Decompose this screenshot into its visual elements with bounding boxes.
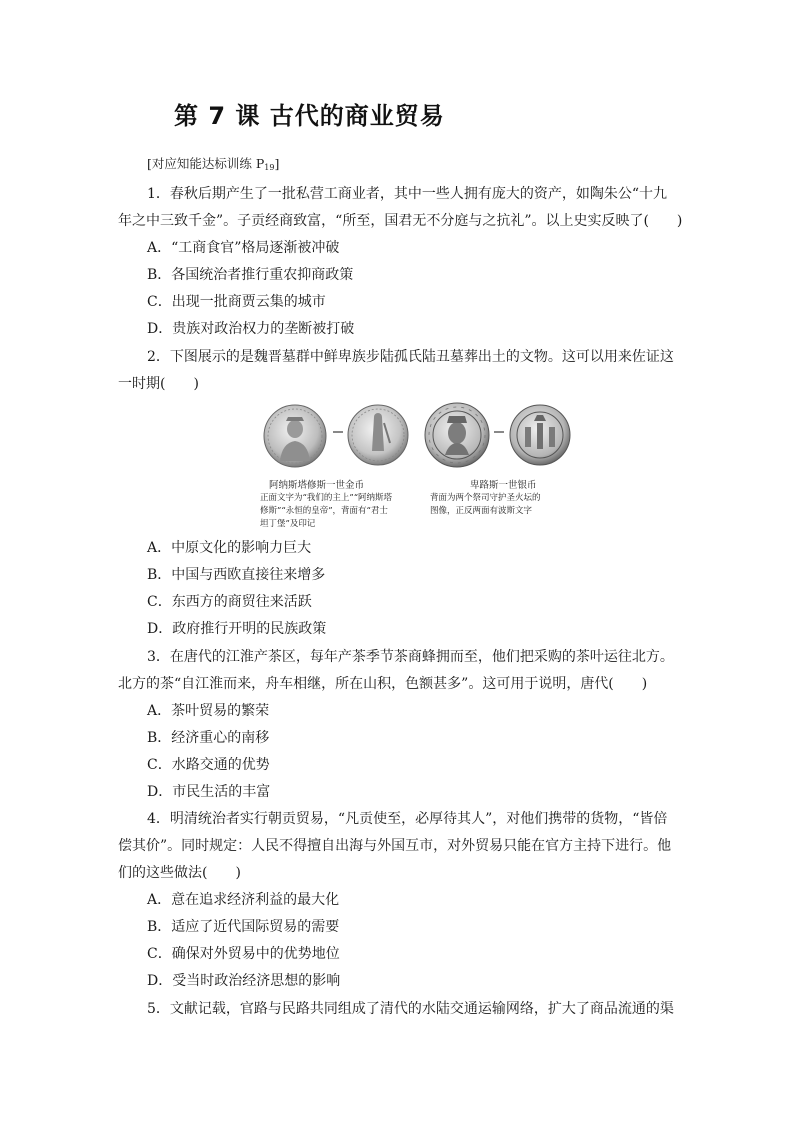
- q2-stem-line1: 2．下图展示的是魏晋墓群中鲜卑族步陆孤氏陆丑墓葬出土的文物。这可以用来佐证这: [147, 349, 674, 365]
- silver-coin-obverse-image: [423, 401, 491, 469]
- q3-option-a: A．茶叶贸易的繁荣: [147, 703, 270, 719]
- q2-option-b: B．中国与西欧直接往来增多: [147, 567, 326, 583]
- q3-option-d: D．市民生活的丰富: [147, 784, 271, 800]
- q1-stem-line2: 年之中三致千金”。子贡经商致富，“所至，国君无不分庭与之抗礼”。以上史实反映了( ): [118, 213, 683, 229]
- silver-coin-desc-line1: 背面为两个祭司守护圣火坛的: [430, 493, 541, 503]
- q1-option-c: C．出现一批商贾云集的城市: [147, 294, 326, 310]
- q3-option-b: B．经济重心的南移: [147, 730, 270, 746]
- q4-option-c: C．确保对外贸易中的优势地位: [147, 946, 340, 962]
- q4-stem-line1: 4．明清统治者实行朝贡贸易，“凡贡使至，必厚待其人”，对他们携带的货物，“皆倍: [147, 811, 668, 827]
- q2-option-a: A．中原文化的影响力巨大: [147, 540, 312, 556]
- q2-option-c: C．东西方的商贸往来活跃: [147, 594, 312, 610]
- q2-option-d: D．政府推行开明的民族政策: [147, 621, 327, 637]
- gold-coin-desc-line1: 正面文字为“我们的主上”“阿纳斯塔: [260, 493, 393, 503]
- q2-stem-line2: 一时期( ): [118, 376, 199, 392]
- q4-stem-line3: 们的这些做法( ): [118, 865, 241, 881]
- q1-stem-line1: 1．春秋后期产生了一批私营工商业者，其中一些人拥有庞大的资产，如陶朱公“十九: [147, 186, 668, 202]
- reference-page-subscript: 19: [264, 163, 275, 172]
- q3-stem-line2: 北方的茶“自江淮而来，舟车相继，所在山积，色额甚多”。这可用于说明，唐代( ): [118, 676, 648, 692]
- silver-coin-caption: 卑路斯一世银币: [470, 480, 537, 491]
- q5-stem-line1: 5．文献记载，官路与民路共同组成了清代的水陆交通运输网络，扩大了商品流通的渠: [147, 1001, 674, 1017]
- coin-pair-separator-right: [494, 431, 504, 433]
- silver-coin-desc-line2: 图像，正反两面有波斯文字: [430, 506, 533, 516]
- q4-option-b: B．适应了近代国际贸易的需要: [147, 919, 340, 935]
- q3-stem-line1: 3．在唐代的江淮产茶区，每年产茶季节茶商蜂拥而至，他们把采购的茶叶运往北方。: [147, 649, 674, 665]
- coin-pair-separator-left: [333, 431, 343, 433]
- gold-coin-reverse-image: [346, 403, 410, 467]
- q3-option-c: C．水路交通的优势: [147, 757, 270, 773]
- q4-stem-line2: 偿其价”。同时规定：人民不得擅自出海与外国互市，对外贸易只能在官方主持下进行。他: [118, 838, 672, 854]
- silver-coin-reverse-image: [508, 403, 572, 467]
- q4-option-d: D．受当时政治经济思想的影响: [147, 973, 341, 989]
- q1-option-a: A．“工商食官”格局逐渐被冲破: [147, 240, 340, 256]
- gold-coin-caption: 阿纳斯塔修斯一世金币: [269, 480, 365, 491]
- q4-option-a: A．意在追求经济利益的最大化: [147, 892, 340, 908]
- reference-suffix: ]: [274, 156, 280, 171]
- q1-option-b: B．各国统治者推行重农抑商政策: [147, 267, 354, 283]
- reference-note: [147, 154, 279, 172]
- reference-prefix: [对应知能达标训练 P: [147, 156, 265, 171]
- lesson-title: 第 7 课 古代的商业贸易: [174, 102, 445, 130]
- q1-option-d: D．贵族对政治权力的垄断被打破: [147, 321, 355, 337]
- gold-coin-obverse-image: [262, 403, 328, 469]
- gold-coin-desc-line3: 坦丁堡”及印记: [260, 519, 316, 529]
- gold-coin-desc-line2: 修斯”“永恒的皇帝”，背面有“君士: [260, 506, 388, 516]
